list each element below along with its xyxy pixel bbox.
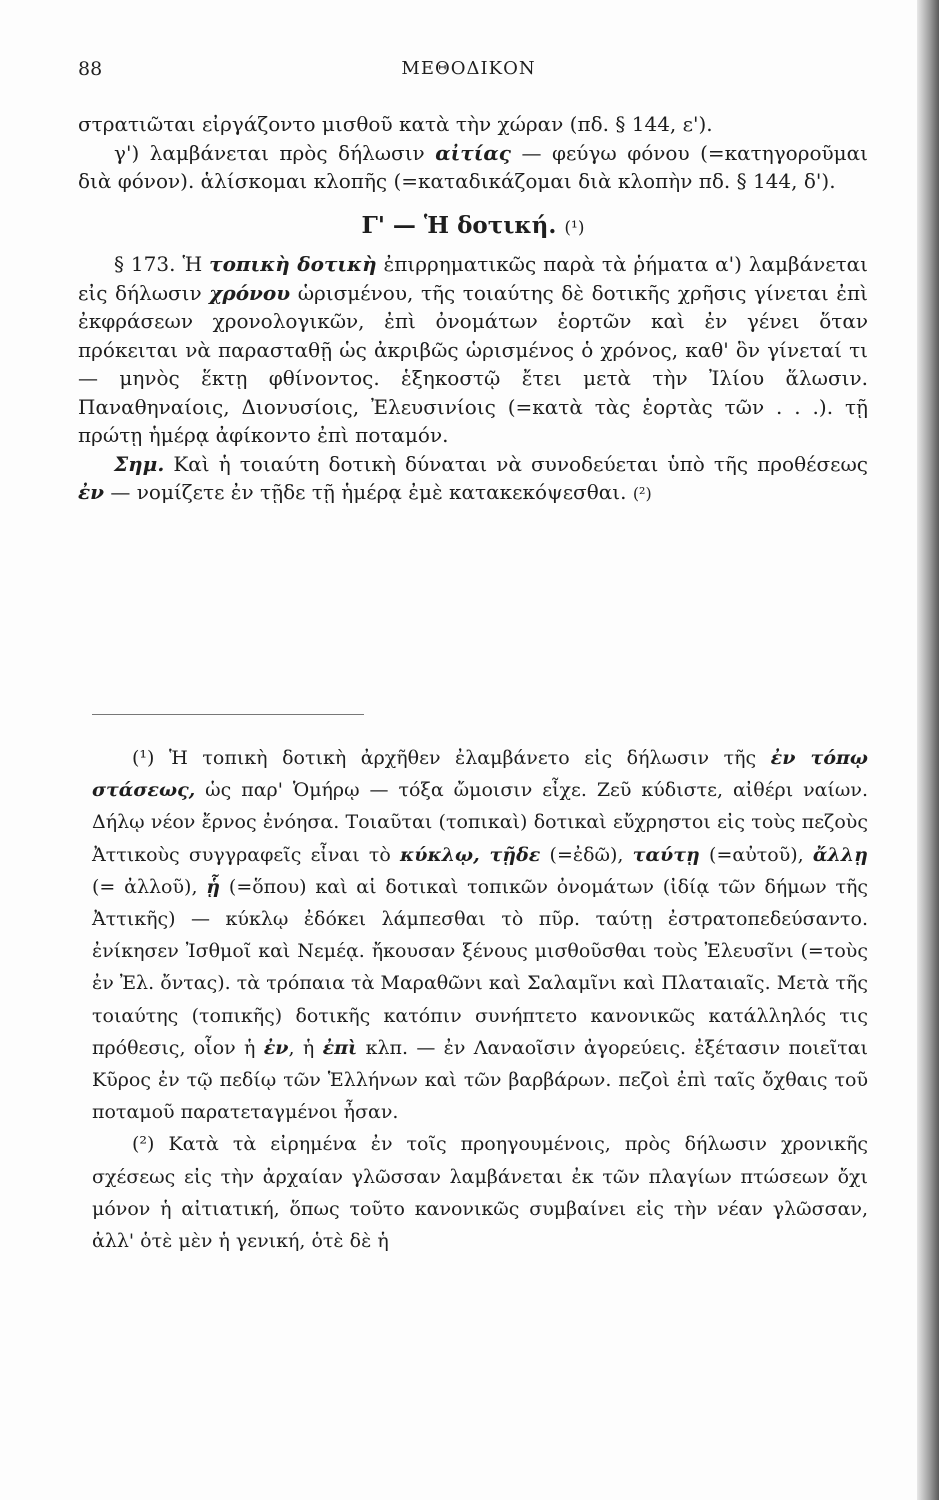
page-header [78, 58, 859, 88]
main-text [78, 110, 868, 509]
text-run: Κατὰ τὰ εἰρημένα ἐν τοῖς προηγουμένοις, πρὸς δήλωσιν χρονικῆς σχέσεως εἰς τὴν ἀρχαίαν γλῶσσαν λαμβάνεται ἐκ τῶν πλαγίων πτώσεων ὄχι μόνον ἡ αἰτιατική, ὅπως τοῦτο κανονικῶς συμβαίνει εἰς τὴν νέαν γλῶσσαν, ἀλλ' ὁτὲ μὲν ἡ γενική, ὁτὲ δὲ ἡ [92, 1133, 868, 1253]
text-run: , ἡ [288, 1036, 323, 1059]
text-run: — φεύγω φόνου (=κατηγοροῦμαι διὰ φόνον). ἁλίσκομαι κλοπῆς (=καταδικάζομαι διὰ κλοπὴν πδ. § 144, δ'). [78, 140, 869, 193]
text-run: κλπ. — ἐν Λαναοῖσιν ἀγορεύεις. ἐξέτασιν ποιεῖται Κῦρος ἐν τῷ πεδίῳ τῶν Ἑλλήνων καὶ τῶν βαρβάρων. πεζοὶ ἐπὶ ταῖς ὄχθαις τοῦ ποταμοῦ παρατεταγμένοι ἦσαν. [92, 1036, 868, 1124]
page-number: 88 [78, 58, 103, 80]
emphasis-term: ἐν τόπῳ στάσεως, [92, 747, 868, 802]
text-run: ὡρισμένου, τῆς τοιαύτης δὲ δοτικῆς χρῆσις γίνεται ἐπὶ ἐκφράσεων χρονολογικῶν, ἐπὶ ὀνομάτων ἑορτῶν καὶ ἐν γένει ὅταν πρόκειται νὰ παρασταθῇ ὡς ἀκριβῶς ὡρισμένος ὁ χρόνος, καθ' ὃν γίνεταί τι — μηνὸς ἕκτῃ φθίνοντος. ἑξηκοστῷ ἔτει μετὰ τὴν Ἰλίου ἅλωσιν. Παναθηναίοις, Διονυσίοις, Ἐλευσινίοις (=κατὰ τὰς ἑορτὰς τῶν . . .). τῇ πρώτῃ ἡμέρᾳ ἀφίκοντο ἐπὶ ποταμόν. [78, 280, 869, 447]
text-run: — νομίζετε ἐν τῇδε τῇ ἡμέρᾳ ἐμὲ κατακεκόψεσθαι. [104, 480, 627, 504]
heading-text: Γ' — Ἡ δοτική. [361, 211, 557, 239]
emphasis-term: χρόνου [209, 280, 291, 305]
text-run: (=ὅπου) καὶ αἱ δοτικαὶ τοπικῶν ὀνομάτων (ἰδίᾳ τῶν δήμων τῆς Ἀττικῆς) — κύκλῳ ἐδόκει λάμπεσθαι τὸ πῦρ. ταύτῃ ἐστρατοπεδεύσαντο. ἐνίκησεν Ἰσθμοῖ καὶ Νεμέᾳ. ἤκουσαν ξένους μισθοῦσθαι τοὺς Ἐλευσῖνι (=τοὺς ἐν Ἐλ. ὄντας). τὰ τρόπαια τὰ Μαραθῶνι καὶ Σαλαμῖνι καὶ Πλαταιαῖς. Μετὰ τῆς τοιαύτης (τοπικῆς) δοτικῆς κατόπιν συνήπτετο κανονικῶς κατάλληλός τις πρόθεσις, οἷον ἡ [92, 875, 868, 1059]
running-title: ΜΕΘΟΔΙΚΟΝ [401, 58, 536, 79]
text-run: ἐπιρρηματικῶς παρὰ τὰ ῥήματα α') λαμβάνεται εἰς δήλωσιν [78, 252, 869, 305]
emphasis-term: αἰτίας [435, 140, 511, 165]
emphasis-term: τοπικὴ δοτικὴ [209, 252, 377, 276]
paragraph-note [78, 450, 868, 509]
text-run: (=αὐτοῦ), [699, 843, 813, 866]
paragraph-173 [78, 250, 868, 450]
footnotes [92, 742, 868, 1257]
text-run: (=ἐδῶ), [540, 843, 633, 866]
emphasis-term: ἐπὶ [322, 1036, 358, 1059]
emphasis-term: ταύτῃ [632, 843, 700, 866]
emphasis-term: ἐν [78, 480, 105, 504]
emphasis-term: ἐν [263, 1036, 289, 1059]
note-label: Σημ. [114, 451, 165, 476]
paragraph-continuation: στρατιῶται εἰργάζοντο μισθοῦ κατὰ τὴν χώραν (πδ. § 144, ε'). [78, 112, 713, 136]
emphasis-term: ᾗ [206, 875, 221, 898]
footnote-ref: (²) [632, 484, 652, 503]
text-run: (= ἀλλοῦ), [92, 875, 207, 898]
emphasis-term: κύκλῳ, τῇδε [400, 843, 541, 866]
text-run: Ἡ τοπικὴ δοτικὴ ἀρχῆθεν ἐλαμβάνετο εἰς δήλωσιν τῆς [154, 747, 771, 769]
text-run: γ') λαμβάνεται πρὸς δήλωσιν [114, 140, 436, 165]
footnote-mark: (¹) [132, 747, 155, 769]
text-run: ὡς παρ' Ὁμήρῳ — τόξα ὤμοισιν εἶχε. Ζεῦ κύδιστε, αἰθέρι ναίων. Δήλῳ νέον ἔρνος ἐνόησα. Τοιαῦται (τοπικαὶ) δοτικαὶ εὔχρηστοι εἰς τοὺς πεζοὺς Ἀττικοὺς συγγραφεῖς εἶναι τὸ [92, 779, 868, 866]
text-run: Καὶ ἡ τοιαύτη δοτικὴ δύναται νὰ συνοδεύεται ὑπὸ τῆς προθέσεως [164, 451, 868, 476]
footnote-1 [92, 742, 868, 1128]
book-spine-shadow [917, 0, 939, 1500]
footnote-2 [92, 1128, 868, 1257]
text-run: § 173. Ἡ [114, 252, 210, 276]
footnote-divider [92, 714, 364, 715]
emphasis-term: ἄλλῃ [812, 843, 868, 866]
section-heading [78, 212, 868, 243]
paragraph-cause [78, 139, 868, 196]
footnote-ref: (¹) [564, 217, 585, 238]
footnote-mark: (²) [132, 1133, 155, 1156]
